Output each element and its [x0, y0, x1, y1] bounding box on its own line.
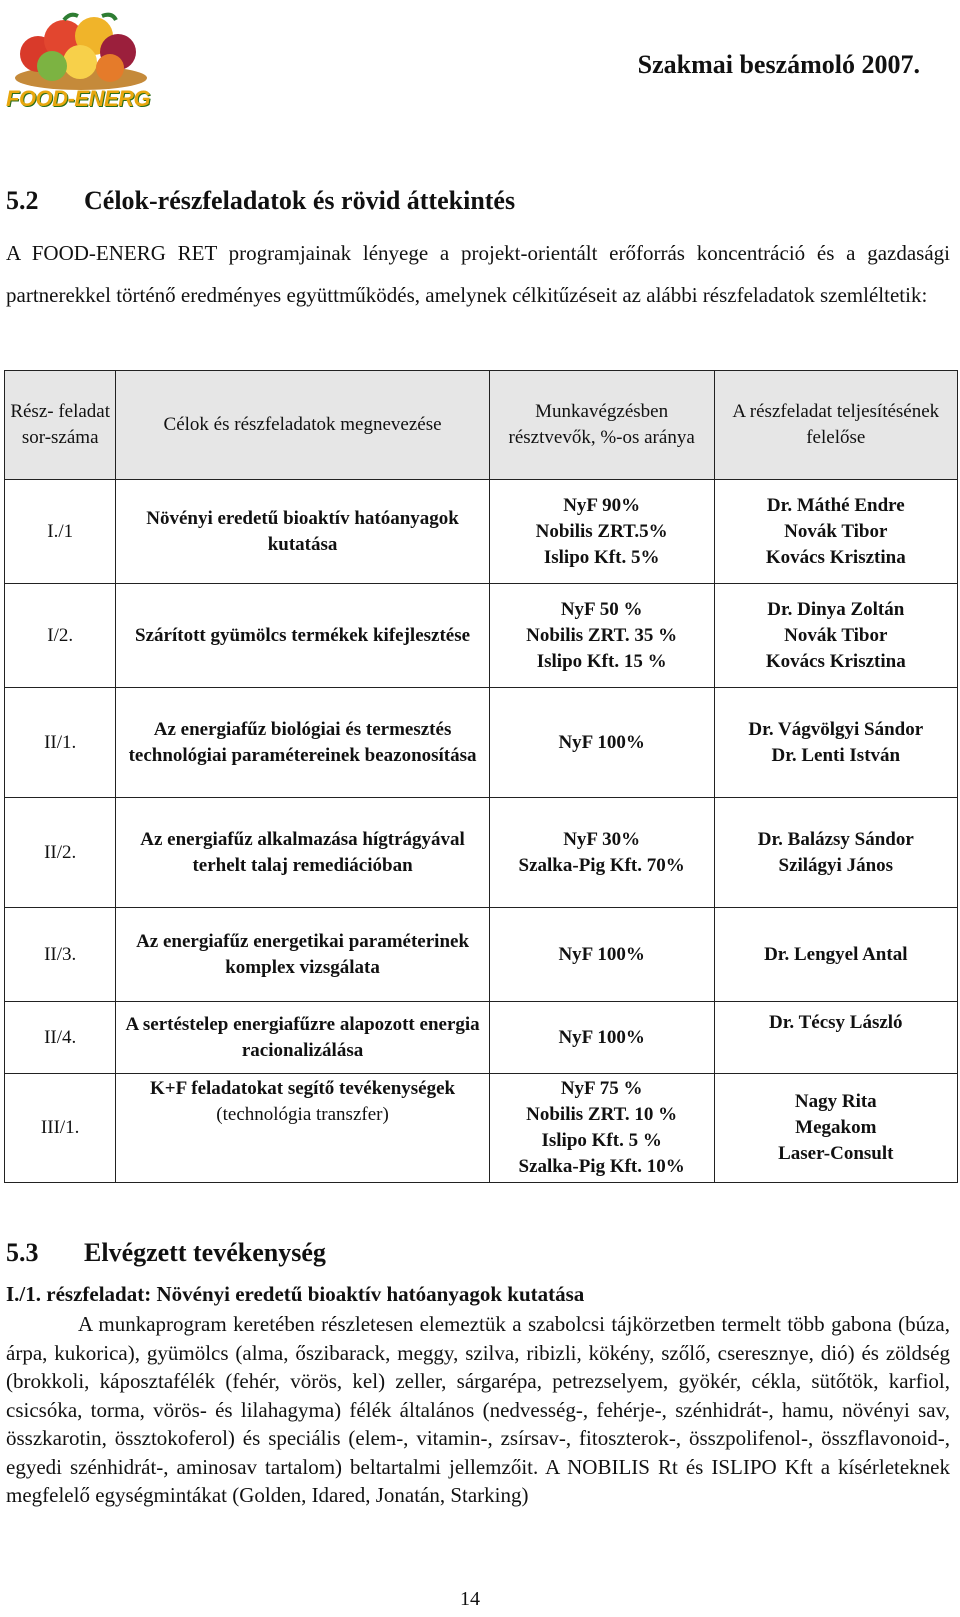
intro-paragraph: A FOOD-ENERG RET programjainak lényege a projekt-orientált erőforrás koncentráció és a gazdasági partnerekkel történő eredményes együttműködés, amelynek célkitűzéseit az alábbi részfeladatok szemléltetik:: [6, 241, 950, 307]
row-id: I./1: [5, 480, 116, 584]
responsible-line: Dr. Técsy László: [769, 1012, 903, 1033]
row-responsible: [714, 688, 957, 798]
table-row: [5, 688, 958, 798]
row-id: I/2.: [5, 584, 116, 688]
responsible-line: Dr. Dinya Zoltán: [767, 598, 905, 620]
share-line: NyF 30%: [563, 828, 641, 850]
share-line: Islipo Kft. 5 %: [541, 1130, 662, 1151]
responsible-line: Dr. Balázsy Sándor: [757, 828, 914, 850]
row-goal: A sertéstelep energiafűzre alapozott energia racionalizálása: [116, 1002, 489, 1074]
table-row: [5, 908, 958, 1002]
section-title: Elvégzett tevékenység: [84, 1238, 326, 1267]
share-line: Szalka-Pig Kft. 70%: [518, 854, 685, 876]
responsible-line: Novák Tibor: [784, 520, 888, 542]
section-heading-5-3: [6, 1238, 326, 1268]
row-goal: [116, 1074, 489, 1183]
row-responsible: [714, 480, 957, 584]
responsible-line: Dr. Vágvölgyi Sándor: [748, 718, 924, 740]
responsible-line: Dr. Lenti István: [771, 744, 901, 766]
section-number: 5.3: [6, 1238, 39, 1267]
subtask-heading: I./1. részfeladat: Növényi eredetű bioaktív hatóanyagok kutatása: [6, 1282, 585, 1306]
section-heading-5-2: [6, 186, 515, 216]
row-responsible: [714, 584, 957, 688]
row-responsible: [714, 1074, 957, 1183]
goal-line: (technológia transzfer): [216, 1104, 389, 1125]
responsible-line: Kovács Krisztina: [765, 546, 906, 568]
responsible-line: Dr. Máthé Endre: [766, 494, 905, 516]
share-line: Nobilis ZRT.5%: [535, 520, 668, 542]
row-responsible: [714, 1002, 957, 1074]
row-id: III/1.: [5, 1074, 116, 1183]
row-id: II/4.: [5, 1002, 116, 1074]
row-share: [489, 584, 714, 688]
row-share: [489, 1002, 714, 1074]
share-line: Islipo Kft. 5%: [543, 546, 660, 568]
row-id: II/3.: [5, 908, 116, 1002]
responsible-line: Szilágyi János: [778, 854, 894, 876]
responsible-line: Nagy Rita: [794, 1091, 877, 1112]
row-id: II/2.: [5, 798, 116, 908]
row-share: [489, 908, 714, 1002]
share-line: Nobilis ZRT. 10 %: [526, 1104, 678, 1125]
share-line: NyF 90%: [563, 494, 641, 516]
report-title: Szakmai beszámoló 2007.: [637, 50, 920, 79]
section-title: Célok-részfeladatok és rövid áttekintés: [84, 186, 516, 215]
share-line: Islipo Kft. 15 %: [536, 650, 667, 672]
row-goal: Növényi eredetű bioaktív hatóanyagok kutatása: [116, 480, 489, 584]
body-paragraph: A munkaprogram keretében részletesen elemeztük a szabolcsi tájkörzetben termelt több gabona (búza, árpa, kukorica), gyümölcs (alma, őszibarack, meggy, szilva, ribizli, kökény, szőlő, cseresznye, dió) és zöldség (brokkoli, káposztafélék (fehér, vörös, kel) zeller, sárgarépa, petrezselyem, gyökér, cékla, sütőtök, karfiol, csicsóka, torma, vörös- és lilahagyma) félék általános (nedvesség-, fehérje-, szénhidrát-, hamu, növényi sav, összkarotin, össztokoferol) és speciális (elem-, vitamin-, zsírsav-, fitoszterok-, összpolifenol-, összflavonoid-, egyedi szénhidrát-, aminosav tartalom) beltartalmi jellemzőit. A NOBILIS Rt és ISLIPO Kft a kísérleteknek megfelelő egységmintákat (Golden, Idared, Jonatán, Starking): [6, 1312, 950, 1507]
share-line: NyF 50 %: [560, 598, 643, 620]
logo-text: FOOD-ENERG: [6, 86, 151, 111]
header-goal: Célok és részfeladatok megnevezése: [116, 371, 489, 480]
row-id: II/1.: [5, 688, 116, 798]
share-line: Nobilis ZRT. 35 %: [526, 624, 678, 646]
table-row: [5, 584, 958, 688]
row-goal: Szárított gyümölcs termékek kifejlesztése: [116, 584, 489, 688]
responsible-line: Novák Tibor: [784, 624, 888, 646]
share-line: NyF 75 %: [560, 1078, 643, 1099]
header-share: Munkavégzésben résztvevők, %-os aránya: [489, 371, 714, 480]
table-header-row: [5, 371, 958, 480]
responsible-line: Dr. Lengyel Antal: [764, 943, 908, 965]
goals-table: [4, 370, 958, 1183]
header-id: Rész- feladat sor-száma: [5, 371, 116, 480]
row-share: [489, 1074, 714, 1183]
share-line: NyF 100%: [558, 943, 645, 965]
table-row: [5, 1074, 958, 1183]
row-responsible: [714, 908, 957, 1002]
share-line: NyF 100%: [558, 731, 645, 753]
row-goal: Az energiafűz energetikai paraméterinek komplex vizsgálata: [116, 908, 489, 1002]
page-number: 14: [460, 1588, 480, 1610]
table-row: [5, 480, 958, 584]
section-number: 5.2: [6, 186, 39, 215]
responsible-line: Laser-Consult: [778, 1143, 894, 1164]
fruit-basket-icon: [6, 6, 156, 96]
share-line: NyF 100%: [558, 1026, 645, 1048]
header-responsible: A részfeladat teljesítésének felelőse: [714, 371, 957, 480]
share-line: Szalka-Pig Kft. 10%: [518, 1156, 685, 1177]
row-share: [489, 688, 714, 798]
table-row: [5, 1002, 958, 1074]
row-responsible: [714, 798, 957, 908]
responsible-line: Kovács Krisztina: [765, 650, 906, 672]
row-share: [489, 798, 714, 908]
row-goal: Az energiafűz biológiai és termesztés technológiai paramétereinek beazonosítása: [116, 688, 489, 798]
row-share: [489, 480, 714, 584]
row-goal: Az energiafűz alkalmazása hígtrágyával terhelt talaj remediációban: [116, 798, 489, 908]
responsible-line: Megakom: [795, 1117, 877, 1138]
table-row: [5, 798, 958, 908]
goal-line: K+F feladatokat segítő tevékenységek: [150, 1078, 456, 1099]
